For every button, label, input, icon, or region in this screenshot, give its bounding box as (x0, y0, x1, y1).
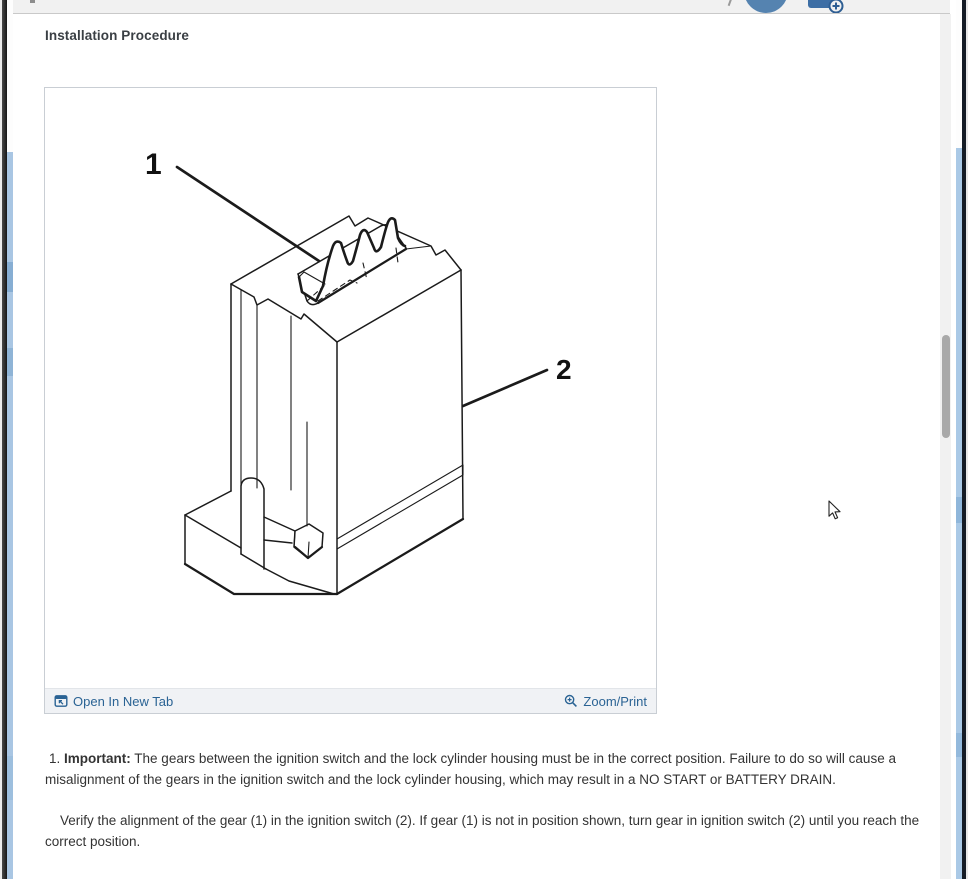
important-paragraph (45, 749, 929, 790)
callout-1: 1 (145, 148, 162, 181)
toolbar-divider-fragment (728, 0, 733, 6)
ignition-switch-illustration (45, 88, 656, 689)
page-title: Installation Procedure (45, 28, 189, 43)
figure-container (44, 87, 657, 714)
top-toolbar (13, 0, 950, 14)
left-window-highlight (7, 0, 13, 879)
avatar-circle-icon[interactable] (744, 0, 788, 13)
important-text: The gears between the ignition switch and the lock cylinder housing must be in the correct position. Failure to do so will cause a misalignment of the gears in the ignition switch and the lock cylinder housing, which may result in a NO START or BATTERY DRAIN. (45, 751, 896, 787)
left-edge-patch (7, 262, 13, 292)
left-edge-patch (7, 348, 13, 376)
add-document-icon[interactable] (806, 0, 850, 14)
important-label: Important: (64, 751, 131, 766)
open-in-new-tab-link[interactable] (54, 694, 173, 709)
verify-paragraph (45, 811, 929, 852)
mouse-cursor (828, 500, 842, 521)
vertical-scrollbar-thumb[interactable] (942, 335, 950, 438)
figure-canvas (45, 88, 656, 688)
zoom-print-label: Zoom/Print (583, 693, 647, 709)
verify-text: Verify the alignment of the gear (1) in the ignition switch (2). If gear (1) is not in position shown, turn gear in ignition switch (2) until you reach the correct position. (45, 813, 920, 849)
zoom-print-link[interactable] (564, 694, 647, 709)
step-number: 1. (49, 751, 61, 766)
open-in-new-tab-label: Open In New Tab (73, 693, 174, 709)
callout-2: 2 (556, 354, 572, 385)
zoom-plus-icon (564, 694, 578, 708)
figure-footer (45, 688, 656, 713)
left-edge-patch (7, 756, 13, 800)
toolbar-text-fragment (30, 0, 35, 3)
open-in-new-tab-icon (54, 694, 68, 708)
vertical-scrollbar-track[interactable] (940, 14, 951, 879)
